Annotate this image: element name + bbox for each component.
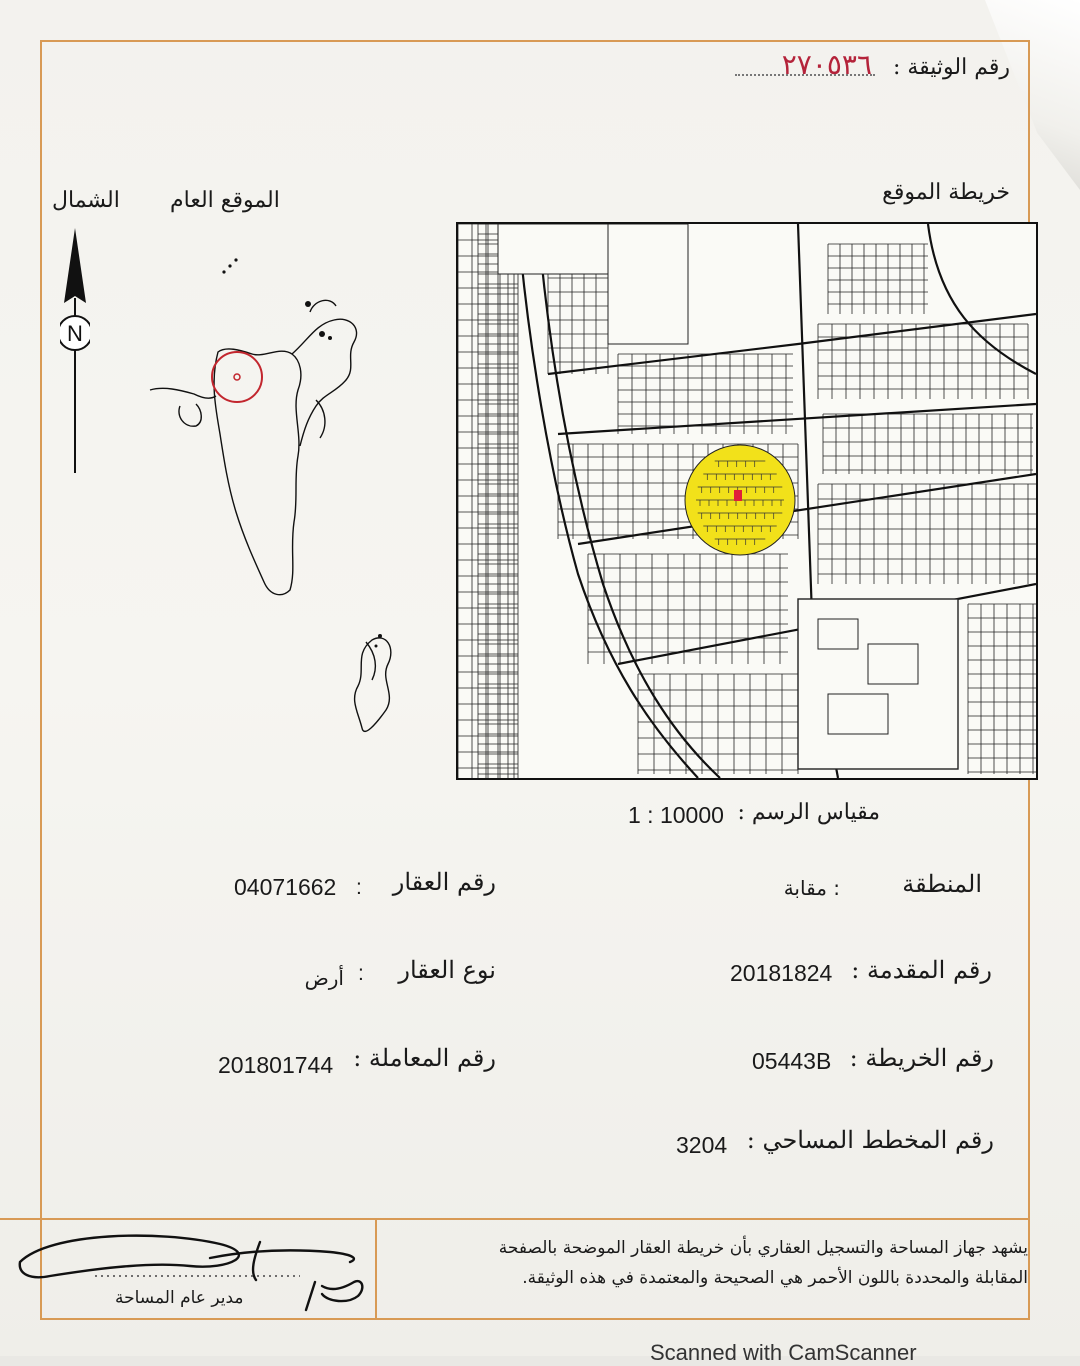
area-value: : مقابة	[783, 876, 840, 900]
property-type-value: أرض	[304, 966, 344, 990]
certification-line-1: يشهد جهاز المساحة والتسجيل العقاري بأن خريطة العقار الموضحة بالصفحة	[498, 1238, 1028, 1258]
doc-number-value: ٢٧٠٥٣٦	[781, 48, 872, 81]
doc-number-label: رقم الوثيقة :	[892, 55, 1010, 80]
site-map	[456, 222, 1038, 780]
site-map-title: خريطة الموقع	[882, 180, 1010, 205]
certification-divider	[375, 1218, 377, 1320]
scale-value: 1 : 10000	[628, 802, 724, 828]
request-number-label: رقم المقدمة :	[851, 956, 992, 984]
north-label: الشمال	[52, 188, 120, 213]
area-label: المنطقة	[902, 870, 982, 898]
scale-label: مقياس الرسم :	[737, 800, 880, 825]
survey-plan-value: 3204	[676, 1132, 728, 1158]
property-type-colon: :	[358, 962, 364, 985]
director-title: مدير عام المساحة	[115, 1288, 244, 1308]
property-number-colon: :	[356, 876, 362, 899]
request-number-value: 20181824	[730, 960, 833, 986]
survey-plan-label: رقم المخطط المساحي :	[746, 1126, 994, 1154]
transaction-number-label: رقم المعاملة :	[353, 1044, 496, 1072]
scan-watermark: Scanned with CamScanner	[650, 1340, 917, 1365]
transaction-number-value: 201801744	[218, 1052, 334, 1078]
general-location-label: الموقع العام	[170, 188, 280, 213]
doc-number-dots	[735, 74, 875, 76]
property-type-label: نوع العقار	[398, 956, 496, 984]
property-number-label: رقم العقار	[392, 868, 496, 896]
compass-letter: N	[67, 321, 83, 346]
property-number-value: 04071662	[234, 874, 337, 900]
north-arrow-icon	[60, 228, 90, 478]
certification-line-2: المقابلة والمحددة باللون الأحمر هي الصحيحة والمعتمدة في هذه الوثيقة.	[522, 1268, 1028, 1288]
site-map-drawing	[458, 224, 1036, 778]
map-number-value: 05443B	[752, 1048, 832, 1074]
overview-map	[140, 250, 420, 750]
map-number-label: رقم الخريطة :	[849, 1044, 994, 1072]
